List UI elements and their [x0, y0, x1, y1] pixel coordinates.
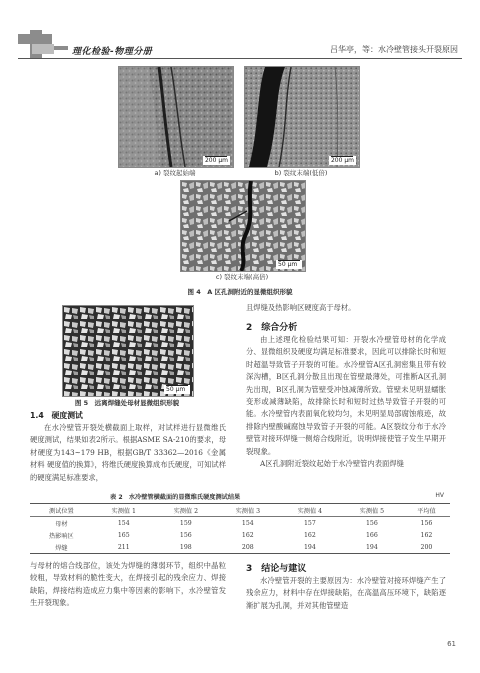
table-cell: 194: [303, 543, 316, 551]
table-cell: 162: [420, 531, 433, 539]
table-header-row: [30, 504, 450, 517]
section-2-paragraph-1: 由上述理化检验结果可知：开裂水冷壁管母材的化学成分、显微组织及硬度均满足标准要求，因此可以排除长时和短时超温导致管子开裂的可能。水冷壁管A区孔洞密集且带有较深沟槽，B区孔洞分散且出现在管壁最薄处，可推断A区孔洞先出现，B区孔洞为管壁受冲蚀减薄所致。管壁未见明显蠕胀变形或减薄缺陷，故排除长时和短时过热导致管子开裂的可能。水冷壁管内表面氧化较均匀，未见明显局部腐蚀痕迹，故排除内壁酸碱腐蚀导致管子开裂的可能。A区裂纹分布于水冷壁管对接环焊缝一侧熔合线附近，说明焊接使管子发生早期开裂现象。: [246, 335, 446, 456]
table-header-cell: 实测值 5: [359, 507, 385, 515]
continuation-line: 且焊缝及热影响区硬度高于母材。: [246, 303, 356, 312]
table-cell: 165: [117, 531, 130, 539]
micrograph-b: [244, 66, 360, 168]
table-cell: 200: [420, 543, 433, 551]
micrograph-a: [118, 66, 234, 168]
section-1-4-body: [30, 422, 226, 484]
table-cell: 211: [117, 543, 130, 551]
table-cell: 157: [303, 519, 316, 527]
table-cell: 热影响区: [49, 532, 74, 540]
section-1-4-paragraph: 在水冷壁管开裂处横截面上取样，对试样进行显微维氏硬度测试，结果如表2所示。根据ASME SA-210的要求，母材硬度为143~179 HB，根据GB/T 33362—2016《金属材料 硬度值的换算》，将维氏硬度换算成布氏硬度，可知试样的硬度满足标准要求，: [30, 423, 226, 482]
section-3-paragraph: 水冷壁管开裂的主要原因为：水冷壁管对接环焊缝产生了残余应力，材料中存在焊接缺陷，在高温高压环境下，缺陷逐渐扩展为孔洞，并对其他管壁造: [246, 576, 446, 610]
micrograph-c: [180, 180, 306, 272]
running-title: 吕华亭，等：水冷壁管接头开裂原因: [330, 45, 458, 54]
table-row: [30, 517, 450, 530]
subcaption-a: a) 裂纹起始端: [154, 169, 196, 177]
table-cell: 154: [241, 519, 254, 527]
section-2-heading: 2 综合分析: [246, 323, 298, 333]
table-cell: 156: [420, 519, 433, 527]
table-cell: 159: [179, 519, 192, 527]
section-3-heading: 3 结论与建议: [246, 564, 307, 574]
figure5-caption: 图 5 远离焊缝处母材显微组织形貌: [74, 399, 180, 407]
table-cell: 母材: [55, 520, 68, 528]
table-cell: 焊缝: [55, 544, 68, 552]
table-cell: 194: [365, 543, 378, 551]
table-cell: 156: [179, 531, 192, 539]
table-cell: 156: [365, 519, 378, 527]
scale-bar-5: 50 μm: [164, 385, 190, 394]
table-cell: 208: [241, 543, 254, 551]
table-header-cell: 实测值 2: [173, 507, 199, 515]
section-1-4-heading: 1.4 硬度测试: [30, 411, 83, 420]
right-continuation: [246, 302, 446, 314]
table-cell: 162: [241, 531, 254, 539]
scale-bar-a: 200 μm: [204, 157, 228, 164]
scale-bar-b: 200 μm: [330, 157, 354, 164]
table-cell: 166: [365, 531, 378, 539]
micrograph-5: [62, 305, 194, 397]
section-2-paragraph-2: A区孔洞附近裂纹起始于水冷壁管内表面焊缝: [260, 459, 404, 469]
table2-unit: HV: [435, 492, 444, 499]
page-number: 61: [447, 640, 456, 648]
scale-bar-c: 50 μm: [276, 260, 302, 269]
bottom-left-paragraph: 与母材的熔合线部位，该处为焊缝的薄弱环节，组织中晶粒较粗，导致材料的脆性变大，在焊接引起的残余应力、焊接缺陷，焊接结构造成应力集中等因素的影响下，水冷壁管发生开裂现象。: [30, 561, 226, 608]
table-header-cell: 实测值 1: [111, 507, 136, 515]
section-2-body: [246, 334, 446, 470]
section-3-body: [246, 575, 446, 612]
figure4-caption: 图 4 A 区孔洞附近的显微组织形貌: [187, 288, 293, 296]
table-cell: 162: [303, 531, 316, 539]
table-row: [30, 541, 450, 554]
table2-caption: 表 2 水冷壁管横截面的显微维氏硬度测试结果: [110, 494, 241, 501]
bottom-left-body: [30, 560, 226, 610]
table-header-cell: 实测值 4: [297, 507, 323, 515]
subcaption-b: b) 裂纹末端(低倍): [274, 169, 328, 177]
journal-logo: [18, 30, 68, 60]
table-cell: 154: [117, 519, 130, 527]
hardness-table: [30, 503, 450, 554]
table-header-cell: 实测值 3: [235, 507, 261, 515]
header-rule: [18, 58, 462, 59]
table-header-cell: 测试位置: [49, 507, 74, 515]
table-row: [30, 529, 450, 541]
subcaption-c: c) 裂纹末端(高倍): [215, 273, 269, 281]
journal-name: 理化检验-物理分册: [72, 47, 153, 57]
table-header-cell: 平均值: [417, 507, 436, 515]
table-cell: 198: [179, 543, 192, 551]
